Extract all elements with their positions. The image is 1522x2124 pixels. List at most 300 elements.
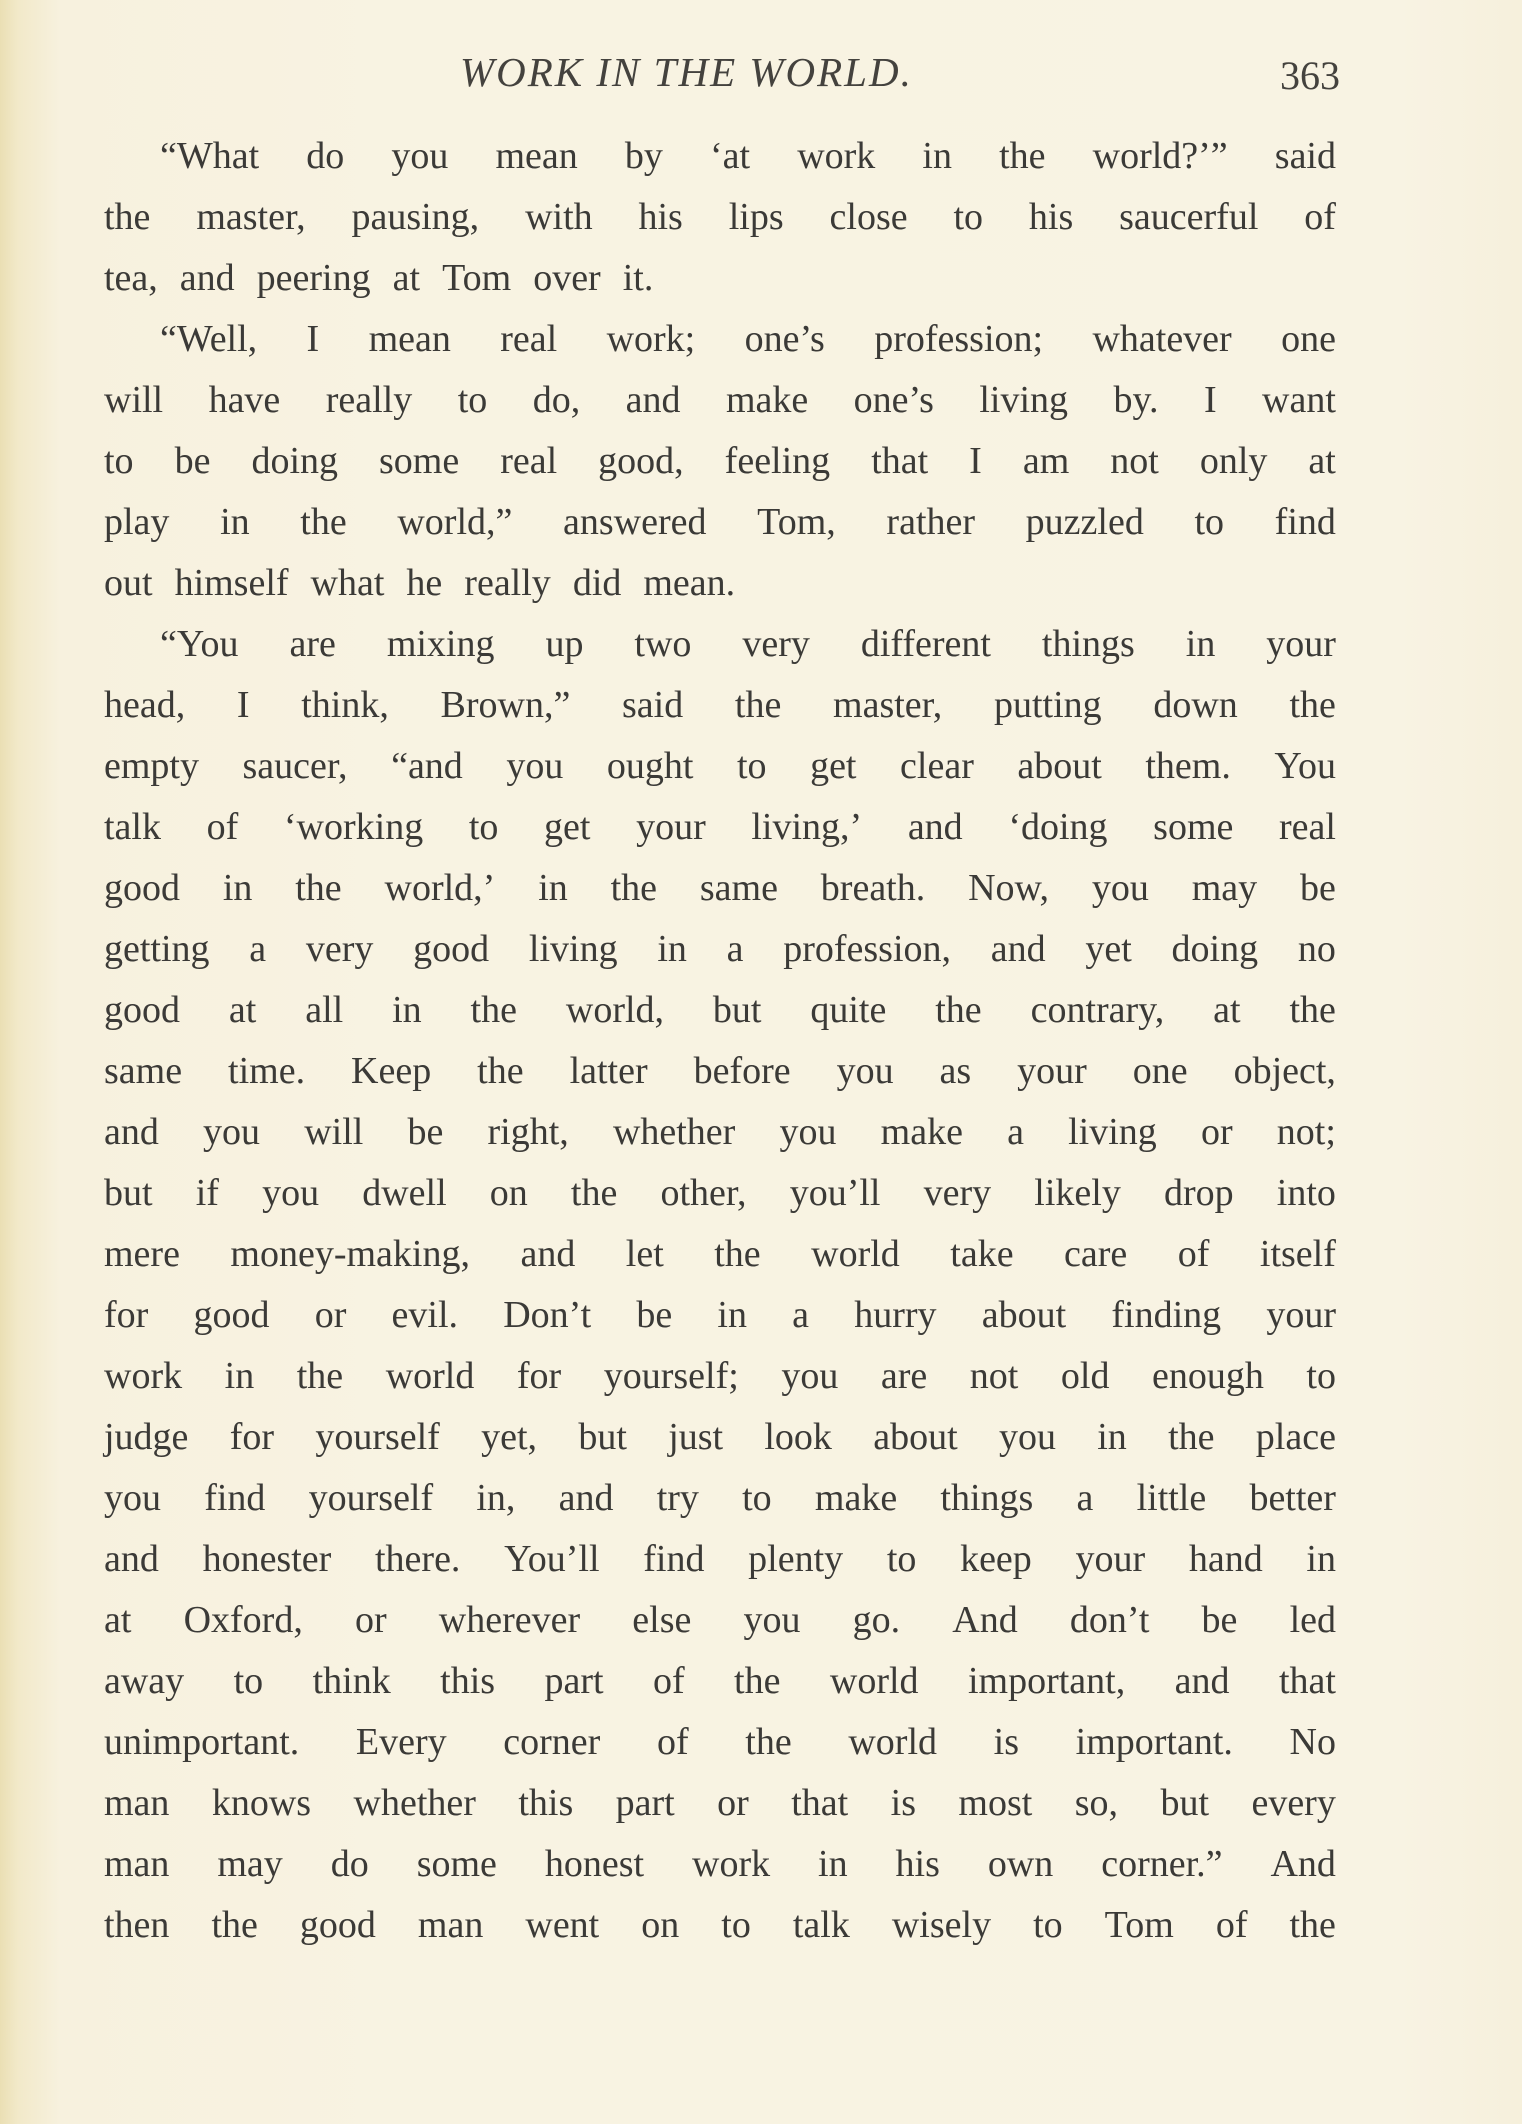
word: on xyxy=(489,1172,528,1214)
word: time. xyxy=(228,1050,306,1092)
word: peering xyxy=(256,257,371,299)
word: the xyxy=(1168,1416,1215,1458)
word: wisely xyxy=(891,1904,992,1946)
word: old xyxy=(1060,1355,1110,1397)
word: will xyxy=(104,379,164,421)
word: so, xyxy=(1074,1782,1119,1824)
text-line xyxy=(104,858,1336,919)
text-line xyxy=(104,614,1336,675)
word: make xyxy=(880,1111,963,1153)
word: not xyxy=(1110,440,1159,482)
word: or xyxy=(717,1782,749,1824)
word: No xyxy=(1289,1721,1336,1763)
word: of xyxy=(1215,1904,1248,1946)
word: talk xyxy=(104,806,161,848)
word: do xyxy=(306,135,345,177)
word: be xyxy=(407,1111,444,1153)
word: but xyxy=(712,989,762,1031)
word: for xyxy=(516,1355,562,1397)
word: be xyxy=(174,440,211,482)
word: feeling xyxy=(724,440,831,482)
word: important. xyxy=(1075,1721,1233,1763)
word: led xyxy=(1289,1599,1336,1641)
word: evil. xyxy=(391,1294,459,1336)
word: care xyxy=(1064,1233,1128,1275)
word: place xyxy=(1255,1416,1336,1458)
word: and xyxy=(179,257,235,299)
word: am xyxy=(1022,440,1070,482)
word: to xyxy=(457,379,488,421)
word: corner.” xyxy=(1101,1843,1223,1885)
word: to xyxy=(468,806,499,848)
word: whether xyxy=(612,1111,736,1153)
word: find xyxy=(643,1538,705,1580)
word: likely xyxy=(1034,1172,1121,1214)
word: at xyxy=(1308,440,1336,482)
word: find xyxy=(1274,501,1336,543)
word: very xyxy=(923,1172,992,1214)
word: be xyxy=(636,1294,673,1336)
word: else xyxy=(632,1599,692,1641)
word: a xyxy=(1076,1477,1094,1519)
word: in xyxy=(222,867,253,909)
word: work; xyxy=(606,318,696,360)
word: about xyxy=(981,1294,1067,1336)
word: good xyxy=(104,867,180,909)
word: And xyxy=(952,1599,1018,1641)
word: the xyxy=(477,1050,524,1092)
word: important, xyxy=(967,1660,1126,1702)
word: over xyxy=(533,257,601,299)
word: whatever xyxy=(1092,318,1232,360)
word: hand xyxy=(1188,1538,1263,1580)
word: the xyxy=(300,501,347,543)
word: in xyxy=(922,135,952,177)
word: object, xyxy=(1233,1050,1336,1092)
word: world xyxy=(385,1355,475,1397)
text-line xyxy=(104,1224,1336,1285)
word: don’t xyxy=(1069,1599,1150,1641)
word: may xyxy=(1191,867,1258,909)
word: just xyxy=(668,1416,724,1458)
word: and xyxy=(558,1477,614,1519)
word: Keep xyxy=(351,1050,432,1092)
word: up xyxy=(545,623,584,665)
word: by xyxy=(624,135,663,177)
word: close xyxy=(829,196,908,238)
text-line xyxy=(104,1773,1336,1834)
word: you xyxy=(262,1172,320,1214)
word: and xyxy=(907,806,963,848)
word: profession, xyxy=(783,928,952,970)
text-line xyxy=(104,736,1336,797)
word: doing xyxy=(1171,928,1259,970)
word: is xyxy=(890,1782,916,1824)
word: to xyxy=(742,1477,772,1519)
word: honester xyxy=(202,1538,332,1580)
word: your xyxy=(1266,1294,1336,1336)
word: down xyxy=(1153,684,1238,726)
word: a xyxy=(249,928,267,970)
word: in xyxy=(220,501,250,543)
word: the xyxy=(935,989,982,1031)
word: saucerful xyxy=(1119,196,1259,238)
word: at xyxy=(228,989,257,1031)
word: as xyxy=(939,1050,972,1092)
word: finding xyxy=(1111,1294,1222,1336)
word: I xyxy=(969,440,982,482)
word: puzzled xyxy=(1025,501,1144,543)
word: world xyxy=(811,1233,900,1275)
word: said xyxy=(1274,135,1336,177)
word: of xyxy=(1177,1233,1210,1275)
word: the xyxy=(104,196,151,238)
word: or xyxy=(314,1294,347,1336)
text-line xyxy=(104,1468,1336,1529)
word: “What xyxy=(160,135,260,177)
word: your xyxy=(1017,1050,1087,1092)
word: yet xyxy=(1085,928,1132,970)
word: in, xyxy=(476,1477,516,1519)
word: the xyxy=(714,1233,761,1275)
word: find xyxy=(204,1477,266,1519)
text-line xyxy=(104,1895,1336,1956)
word: go. xyxy=(852,1599,901,1641)
text-line xyxy=(104,1041,1336,1102)
word: really xyxy=(464,562,551,604)
word: out xyxy=(104,562,153,604)
word: he xyxy=(406,562,443,604)
word: will xyxy=(304,1111,364,1153)
word: Tom, xyxy=(757,501,836,543)
word: and xyxy=(990,928,1046,970)
word: little xyxy=(1136,1477,1207,1519)
text-line xyxy=(104,797,1336,858)
word: lips xyxy=(728,196,784,238)
page-header xyxy=(0,48,1522,108)
word: better xyxy=(1249,1477,1336,1519)
word: you xyxy=(203,1111,261,1153)
word: living xyxy=(979,379,1069,421)
word: or xyxy=(354,1599,387,1641)
word: I xyxy=(306,318,320,360)
word: one xyxy=(1132,1050,1188,1092)
word: good xyxy=(104,989,180,1031)
word: the xyxy=(999,135,1046,177)
word: want xyxy=(1262,379,1336,421)
text-line xyxy=(104,1529,1336,1590)
word: or xyxy=(1200,1111,1233,1153)
word: answered xyxy=(563,501,707,543)
word: same xyxy=(104,1050,183,1092)
word: them. xyxy=(1145,745,1231,787)
word: mean. xyxy=(643,562,736,604)
text-line xyxy=(104,1834,1336,1895)
word: mean xyxy=(368,318,451,360)
word: the xyxy=(470,989,517,1031)
word: in xyxy=(717,1294,747,1336)
word: yourself xyxy=(308,1477,434,1519)
word: the xyxy=(296,1355,344,1397)
word: in xyxy=(818,1843,848,1885)
word: whether xyxy=(353,1782,476,1824)
word: corner xyxy=(503,1721,601,1763)
word: man xyxy=(417,1904,484,1946)
word: Don’t xyxy=(503,1294,592,1336)
word: for xyxy=(104,1294,149,1336)
text-line xyxy=(104,248,1336,309)
word: in xyxy=(1306,1538,1336,1580)
text-line xyxy=(104,1102,1336,1163)
word: to xyxy=(1194,501,1225,543)
word: “You xyxy=(160,623,239,665)
word: of xyxy=(656,1721,689,1763)
word: not; xyxy=(1276,1111,1336,1153)
word: ‘doing xyxy=(1008,806,1108,848)
word: keep xyxy=(960,1538,1032,1580)
word: man xyxy=(104,1782,170,1824)
word: Tom xyxy=(1104,1904,1174,1946)
word: master, xyxy=(196,196,306,238)
word: this xyxy=(518,1782,574,1824)
text-line xyxy=(104,980,1336,1041)
word: ‘at xyxy=(710,135,751,177)
word: breath. xyxy=(820,867,926,909)
word: “Well, xyxy=(160,318,258,360)
word: knows xyxy=(211,1782,312,1824)
word: and xyxy=(104,1111,159,1153)
word: real xyxy=(500,318,558,360)
word: talk xyxy=(792,1904,850,1946)
word: about xyxy=(873,1416,958,1458)
word: in xyxy=(392,989,422,1031)
word: work xyxy=(104,1355,183,1397)
word: of xyxy=(206,806,239,848)
word: and xyxy=(1174,1660,1230,1702)
word: plenty xyxy=(748,1538,844,1580)
word: only xyxy=(1199,440,1268,482)
word: look xyxy=(764,1416,832,1458)
word: “and xyxy=(391,745,463,787)
word: some xyxy=(379,440,460,482)
text-line xyxy=(104,492,1336,553)
word: to xyxy=(953,196,984,238)
word: the xyxy=(734,684,782,726)
word: yet, xyxy=(481,1416,538,1458)
word: into xyxy=(1276,1172,1336,1214)
word: you xyxy=(506,745,564,787)
word: part xyxy=(544,1660,604,1702)
text-line xyxy=(104,1346,1336,1407)
word: work xyxy=(797,135,876,177)
word: some xyxy=(416,1843,497,1885)
word: really xyxy=(325,379,413,421)
word: but xyxy=(1160,1782,1210,1824)
word: part xyxy=(615,1782,675,1824)
word: living xyxy=(528,928,618,970)
word: then xyxy=(104,1904,170,1946)
word: think, xyxy=(301,684,389,726)
word: a xyxy=(1007,1111,1024,1153)
word: world,’ xyxy=(384,867,496,909)
word: enough xyxy=(1151,1355,1264,1397)
word: the xyxy=(211,1904,258,1946)
word: I xyxy=(1203,379,1217,421)
word: real xyxy=(1279,806,1336,848)
word: drop xyxy=(1163,1172,1234,1214)
word: profession; xyxy=(874,318,1044,360)
text-line xyxy=(104,187,1336,248)
word: mean xyxy=(495,135,578,177)
word: went xyxy=(525,1904,600,1946)
word: to xyxy=(104,440,134,482)
word: own xyxy=(987,1843,1054,1885)
word: said xyxy=(622,684,684,726)
word: tea, xyxy=(104,257,158,299)
word: take xyxy=(950,1233,1014,1275)
word: before xyxy=(693,1050,791,1092)
word: you xyxy=(391,135,449,177)
word: did xyxy=(572,562,622,604)
word: one’s xyxy=(853,379,934,421)
word: what xyxy=(310,562,385,604)
word: be xyxy=(1201,1599,1238,1641)
word: world?’” xyxy=(1092,135,1228,177)
word: world xyxy=(848,1721,937,1763)
word: to xyxy=(721,1904,751,1946)
word: at xyxy=(1213,989,1241,1031)
word: some xyxy=(1153,806,1234,848)
word: be xyxy=(1299,867,1336,909)
word: ‘working xyxy=(283,806,424,848)
word: you’ll xyxy=(789,1172,881,1214)
word: to xyxy=(1306,1355,1336,1397)
word: if xyxy=(195,1172,219,1214)
word: good xyxy=(193,1294,270,1336)
text-line xyxy=(104,1285,1336,1346)
word: Now, xyxy=(968,867,1050,909)
page-number: 363 xyxy=(1280,53,1340,98)
word: world xyxy=(829,1660,919,1702)
word: and xyxy=(520,1233,576,1275)
word: is xyxy=(993,1721,1019,1763)
running-title: WORK IN THE WORLD. xyxy=(460,49,913,95)
word: think xyxy=(312,1660,391,1702)
word: try xyxy=(656,1477,699,1519)
word: that xyxy=(1278,1660,1336,1702)
word: living,’ xyxy=(751,806,863,848)
word: one xyxy=(1281,318,1336,360)
word: have xyxy=(208,379,281,421)
word: honest xyxy=(544,1843,645,1885)
word: most xyxy=(958,1782,1033,1824)
word: real xyxy=(500,440,558,482)
word: Every xyxy=(355,1721,447,1763)
word: get xyxy=(810,745,857,787)
word: Oxford, xyxy=(183,1599,303,1641)
word: very xyxy=(742,623,810,665)
word: other, xyxy=(660,1172,747,1214)
word: judge xyxy=(104,1416,189,1458)
word: no xyxy=(1297,928,1336,970)
word: play xyxy=(104,501,170,543)
word: right, xyxy=(487,1111,569,1153)
word: in xyxy=(538,867,568,909)
word: his xyxy=(1028,196,1074,238)
word: you xyxy=(743,1599,801,1641)
word: the xyxy=(610,867,658,909)
word: Tom xyxy=(442,257,512,299)
word: do xyxy=(330,1843,369,1885)
word: about xyxy=(1017,745,1102,787)
text-line xyxy=(104,1163,1336,1224)
word: the xyxy=(295,867,342,909)
text-line xyxy=(104,919,1336,980)
word: good, xyxy=(598,440,684,482)
word: that xyxy=(871,440,929,482)
word: things xyxy=(1041,623,1135,665)
word: make xyxy=(814,1477,898,1519)
text-line xyxy=(104,126,1336,187)
word: away xyxy=(104,1660,185,1702)
word: mixing xyxy=(386,623,495,665)
word: dwell xyxy=(362,1172,447,1214)
word: I xyxy=(236,684,250,726)
word: you xyxy=(781,1355,839,1397)
word: getting xyxy=(104,928,210,970)
text-line xyxy=(104,431,1336,492)
word: one’s xyxy=(744,318,825,360)
text-line xyxy=(104,1712,1336,1773)
word: a xyxy=(726,928,744,970)
word: doing xyxy=(251,440,338,482)
word: it. xyxy=(622,257,654,299)
word: rather xyxy=(886,501,976,543)
word: you xyxy=(998,1416,1056,1458)
word: work xyxy=(692,1843,771,1885)
word: in xyxy=(1097,1416,1127,1458)
word: you xyxy=(1091,867,1149,909)
word: good xyxy=(299,1904,376,1946)
word: the xyxy=(570,1172,618,1214)
text-line xyxy=(104,1590,1336,1651)
word: quite xyxy=(810,989,887,1031)
word: yourself xyxy=(315,1416,440,1458)
word: Brown,” xyxy=(440,684,571,726)
word: a xyxy=(792,1294,810,1336)
word: living xyxy=(1068,1111,1157,1153)
word: and xyxy=(625,379,681,421)
word: of xyxy=(1304,196,1336,238)
word: let xyxy=(625,1233,664,1275)
word: And xyxy=(1270,1843,1336,1885)
word: the xyxy=(1289,1904,1336,1946)
word: yourself; xyxy=(603,1355,739,1397)
word: the xyxy=(1289,989,1336,1031)
word: man xyxy=(104,1843,170,1885)
text-line xyxy=(104,1651,1336,1712)
word: there. xyxy=(374,1538,461,1580)
word: that xyxy=(791,1782,849,1824)
word: are xyxy=(880,1355,928,1397)
word: are xyxy=(289,623,336,665)
word: things xyxy=(940,1477,1034,1519)
word: at xyxy=(104,1599,132,1641)
word: clear xyxy=(900,745,974,787)
word: saucer, xyxy=(242,745,348,787)
word: mere xyxy=(104,1233,180,1275)
word: his xyxy=(638,196,683,238)
